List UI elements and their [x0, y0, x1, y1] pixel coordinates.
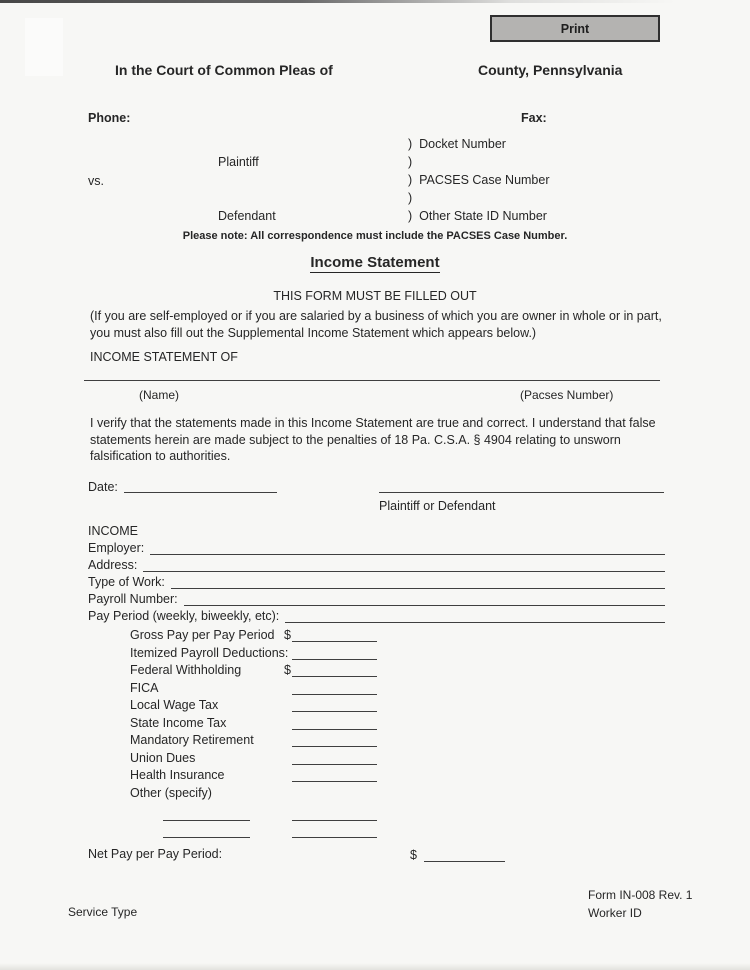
- pacses-case-number-label: PACSES Case Number: [419, 173, 550, 187]
- itemized-deductions-line: [292, 659, 377, 660]
- union-dues-row: [130, 750, 410, 767]
- address-line: [143, 571, 665, 572]
- other-state-id-label: Other State ID Number: [419, 209, 547, 223]
- court-title-right: County, Pennsylvania: [478, 62, 623, 78]
- income-section-heading: INCOME: [88, 524, 138, 538]
- verification-line-2: statements herein are made subject to the penalties of 18 Pa. C.S.A. § 4904 relating to unsworn: [90, 432, 621, 447]
- print-button[interactable]: Print: [490, 15, 660, 42]
- bracket-glyph: ): [408, 191, 413, 205]
- other-item-line: [163, 820, 250, 821]
- verification-line-3: falsification to authorities.: [90, 449, 231, 463]
- dollar-sign: $: [284, 628, 291, 642]
- scan-edge-top: [0, 0, 750, 3]
- mandatory-retirement-line: [292, 746, 377, 747]
- state-income-tax-label: State Income Tax: [130, 716, 227, 730]
- health-insurance-label: Health Insurance: [130, 768, 225, 782]
- mandatory-retirement-row: [130, 732, 410, 749]
- verification-line-1: I verify that the statements made in this Income Statement are true and correct. I understand that false: [90, 416, 656, 430]
- federal-withholding-line: [292, 676, 377, 677]
- scan-edge-bottom: [0, 963, 750, 970]
- phone-label: Phone:: [88, 111, 131, 125]
- type-of-work-line: [171, 588, 665, 589]
- form-number: Form IN-008 Rev. 1: [588, 888, 693, 902]
- mandatory-retirement-label: Mandatory Retirement: [130, 733, 254, 747]
- bracket-glyph: ): [408, 155, 413, 169]
- payroll-number-line: [184, 605, 665, 606]
- gross-pay-line: [292, 641, 377, 642]
- service-type-label: Service Type: [68, 905, 138, 919]
- plaintiff-label: Plaintiff: [218, 155, 259, 169]
- form-title: Income Statement: [310, 254, 440, 271]
- state-income-tax-line: [292, 729, 377, 730]
- bracket-glyph: ): [408, 173, 413, 187]
- signature-caption: Plaintiff or Defendant: [379, 499, 496, 513]
- worker-id-label: Worker ID: [588, 906, 642, 920]
- local-wage-tax-row: [130, 697, 410, 714]
- verification-paragraph: [90, 415, 656, 465]
- instructions-line-2: you must also fill out the Supplemental Income Statement which appears below.): [90, 325, 537, 340]
- form-subtitle: THIS FORM MUST BE FILLED OUT: [273, 289, 477, 303]
- caption-row-docket: [408, 136, 506, 152]
- type-of-work-label: Type of Work:: [88, 575, 165, 589]
- date-label: Date:: [88, 480, 118, 494]
- gross-pay-row: [130, 627, 410, 644]
- income-statement-of-label: INCOME STATEMENT OF: [90, 350, 238, 364]
- itemized-deductions-row: [130, 645, 410, 662]
- dollar-sign: $: [410, 848, 417, 862]
- court-title-left: In the Court of Common Pleas of: [115, 62, 333, 78]
- pay-period-label: Pay Period (weekly, biweekly, etc):: [88, 609, 280, 623]
- other-amount-line: [292, 837, 377, 838]
- vs-label: vs.: [88, 174, 104, 188]
- employer-label: Employer:: [88, 541, 145, 555]
- date-line: [124, 492, 277, 493]
- pay-period-field-row: [88, 608, 665, 625]
- health-insurance-line: [292, 781, 377, 782]
- scan-artifact: [25, 18, 63, 76]
- address-field-row: [88, 557, 665, 574]
- itemized-deductions-label: Itemized Payroll Deductions:: [130, 646, 289, 660]
- union-dues-line: [292, 764, 377, 765]
- payroll-number-label: Payroll Number:: [88, 592, 178, 606]
- fica-label: FICA: [130, 681, 159, 695]
- caption-row-blank-2: [408, 190, 412, 206]
- other-amount-line: [292, 820, 377, 821]
- other-specify-label: Other (specify): [130, 786, 212, 800]
- name-line: [84, 380, 660, 381]
- type-of-work-field-row: [88, 574, 665, 591]
- signature-line: [379, 492, 664, 493]
- form-title-wrap: [0, 254, 750, 273]
- payroll-number-field-row: [88, 591, 665, 608]
- bracket-glyph: ): [408, 209, 413, 223]
- dollar-sign: $: [284, 663, 291, 677]
- other-item-line: [163, 837, 250, 838]
- correspondence-note: Please note: All correspondence must include the PACSES Case Number.: [182, 230, 568, 242]
- federal-withholding-label: Federal Withholding: [130, 663, 242, 677]
- pay-period-line: [285, 622, 665, 623]
- gross-pay-label: Gross Pay per Pay Period: [130, 628, 275, 642]
- health-insurance-row: [130, 767, 410, 784]
- defendant-label: Defendant: [218, 209, 276, 223]
- net-pay-label: Net Pay per Pay Period:: [88, 847, 223, 861]
- docket-number-label: Docket Number: [419, 137, 506, 151]
- address-label: Address:: [88, 558, 138, 572]
- instructions-paragraph: [90, 308, 662, 341]
- pacses-number-caption: (Pacses Number): [520, 388, 614, 402]
- employer-line: [150, 554, 665, 555]
- state-income-tax-row: [130, 715, 410, 732]
- local-wage-tax-label: Local Wage Tax: [130, 698, 219, 712]
- caption-row-blank-1: [408, 154, 412, 170]
- instructions-line-1: (If you are self-employed or if you are salaried by a business of which you are owner in whole or in part,: [90, 309, 662, 323]
- fica-line: [292, 694, 377, 695]
- caption-row-other-id: [408, 208, 547, 224]
- local-wage-tax-line: [292, 711, 377, 712]
- bracket-glyph: ): [408, 137, 413, 151]
- employer-field-row: [88, 540, 665, 557]
- union-dues-label: Union Dues: [130, 751, 196, 765]
- caption-row-pacses: [408, 172, 550, 188]
- fax-label: Fax:: [521, 111, 547, 125]
- fica-row: [130, 680, 410, 697]
- federal-withholding-row: [130, 662, 410, 679]
- net-pay-line: [424, 861, 505, 862]
- name-caption: (Name): [139, 388, 180, 402]
- other-specify-row: [130, 785, 410, 802]
